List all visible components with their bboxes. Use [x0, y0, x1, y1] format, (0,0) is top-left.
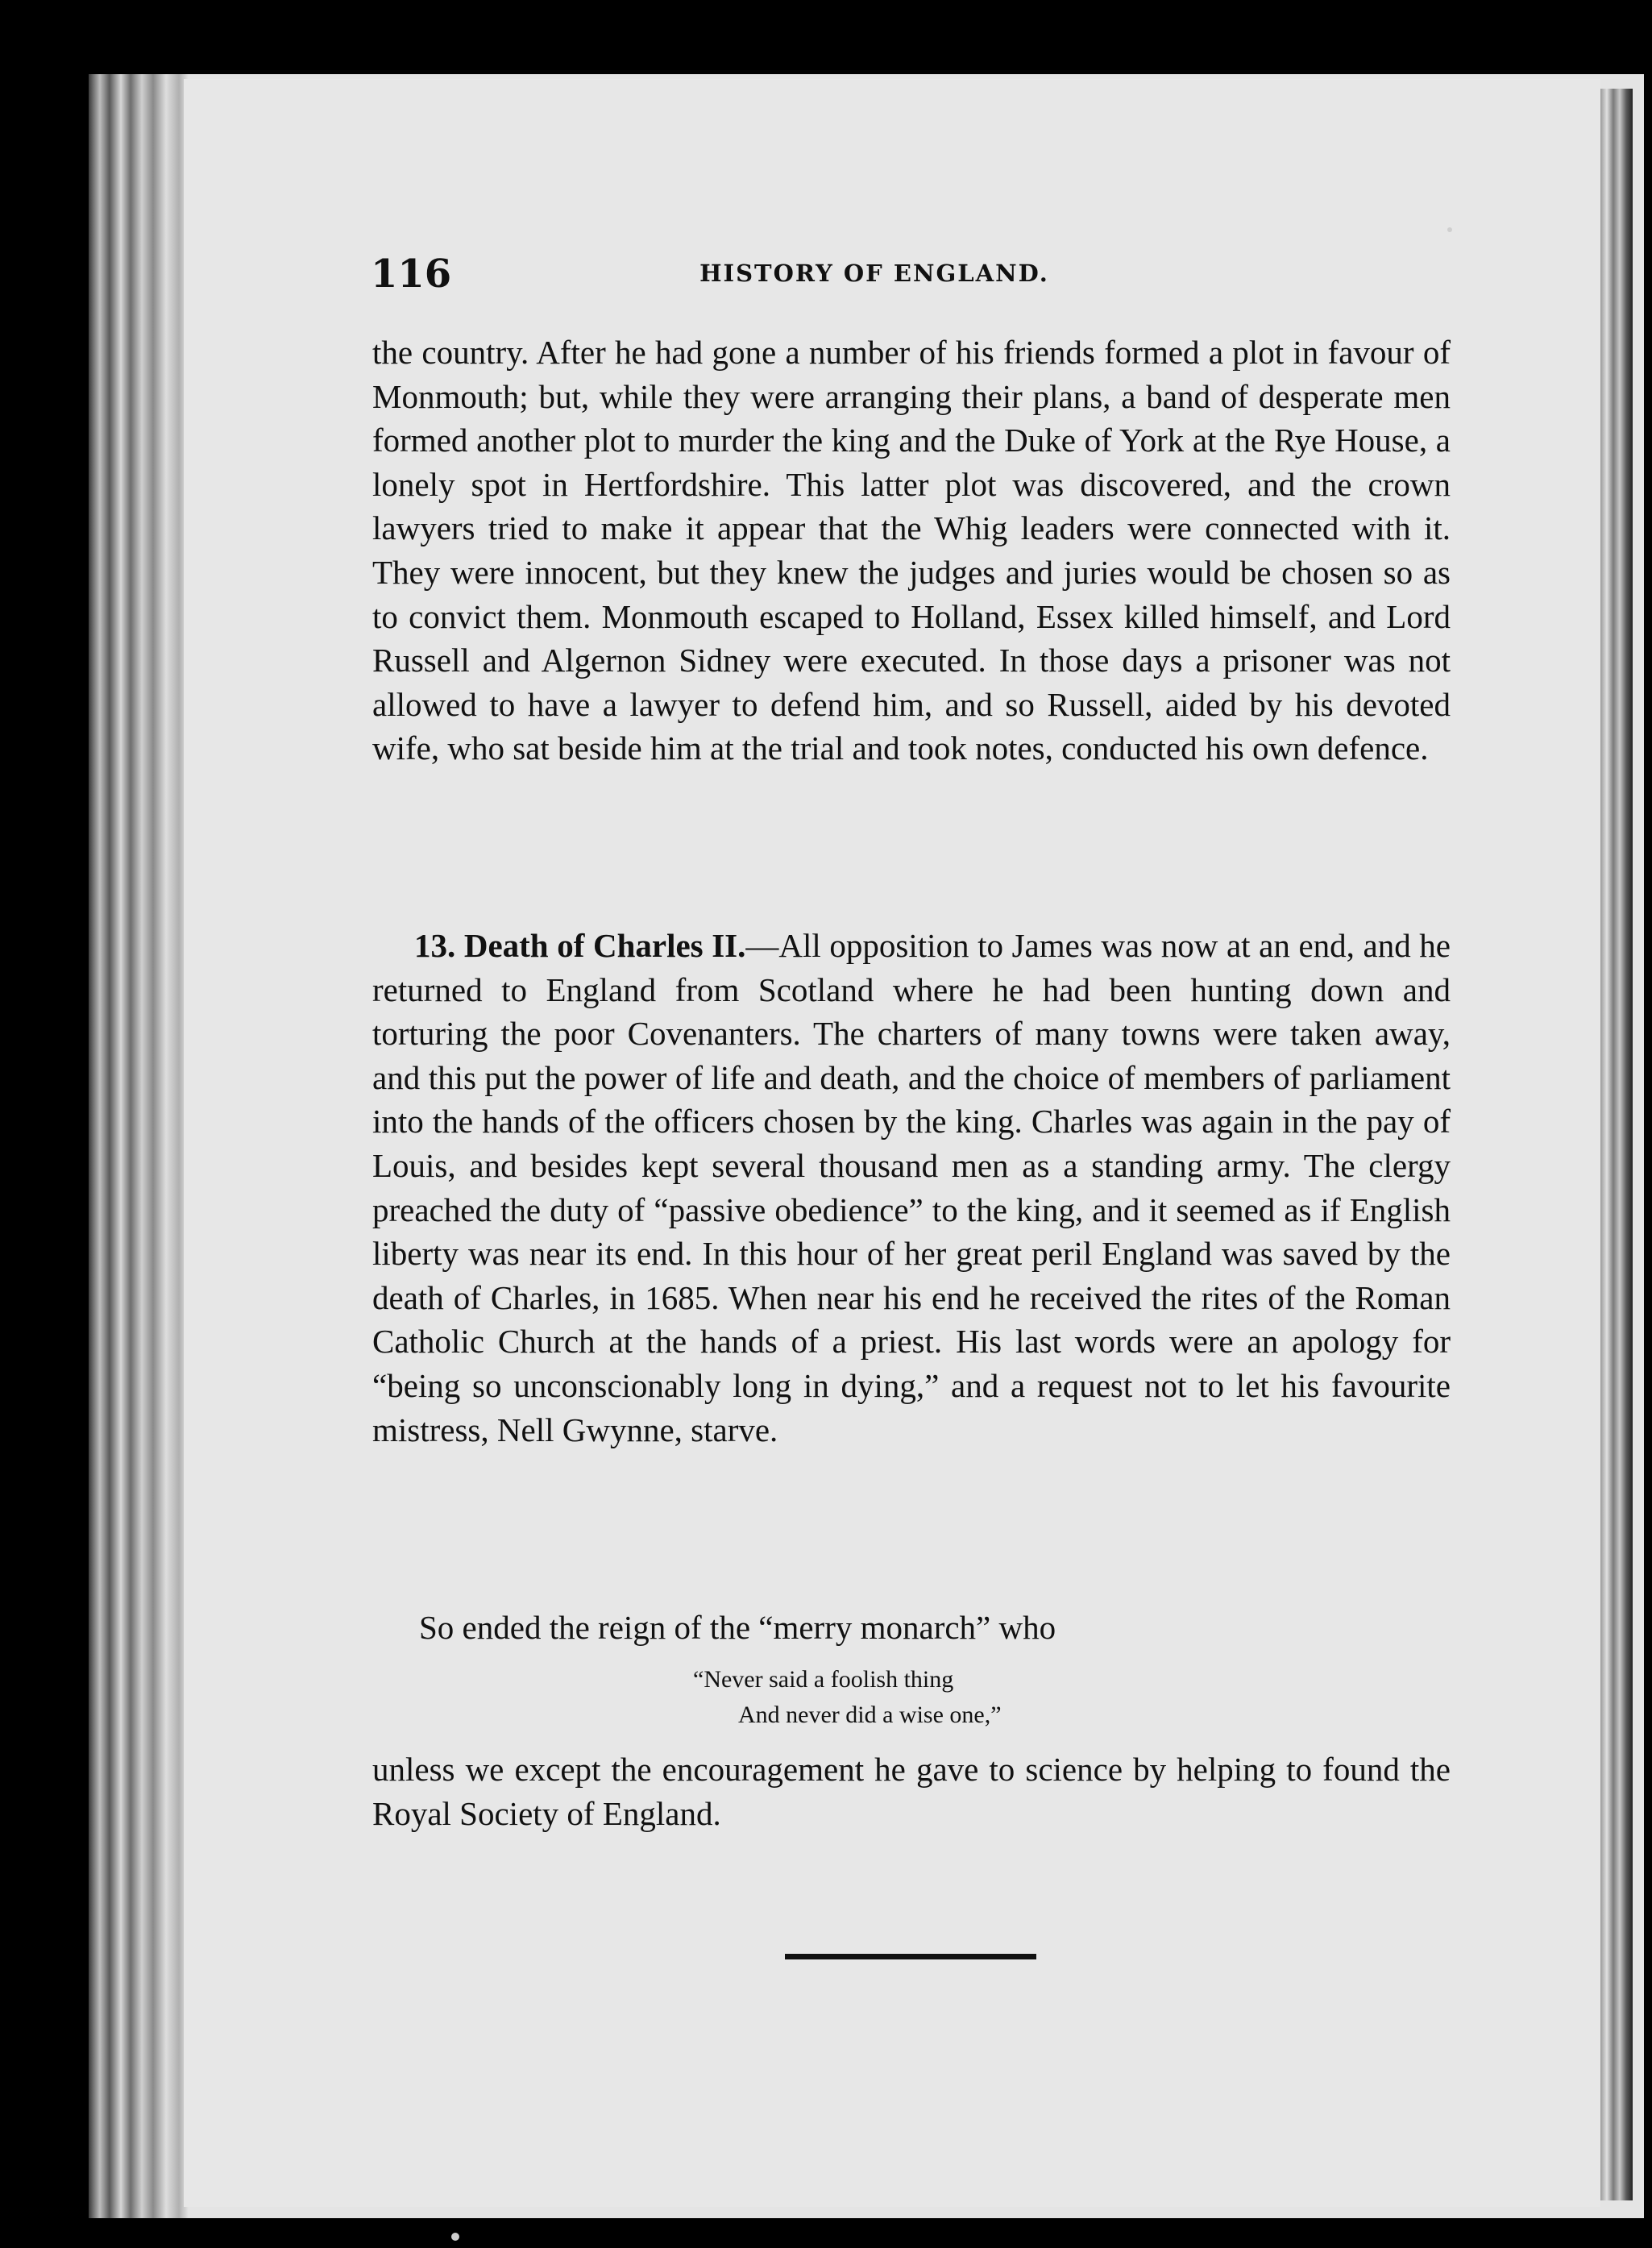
paragraph: unless we except the encouragement he gave to science by helping to found the Royal Society of England.	[372, 1751, 1451, 1832]
section-paragraph	[372, 924, 1451, 1452]
paragraph: So ended the reign of the “merry monarch” who	[419, 1609, 1056, 1646]
section-body: —All opposition to James was now at an end, and he returned to England from Scotland where he had been hunting down and torturing the poor Covenanters. The charters of many towns were taken away, and this put the power of life and death, and the choice of members of parliament into the hands of the officers chosen by the king. Charles was again in the pay of Louis, and besides kept several thousand men as a standing army. The clergy preached the duty of “passive obedience” to the king, and it seemed as if English liberty was near its end. In this hour of her great peril England was saved by the death of Charles, in 1685. When near his end he received the rites of the Roman Catholic Church at the hands of a priest. His last words were an apology for “being so unconscionably long in dying,” and a request not to let his favourite mistress, Nell Gwynne, starve.	[372, 927, 1451, 1448]
end-rule	[785, 1954, 1036, 1959]
verse-line: “Never said a foolish thing	[693, 1666, 954, 1693]
verse-quote	[693, 1662, 1002, 1733]
section-heading: 13. Death of Charles II.	[414, 927, 746, 964]
verse-line: And never did a wise one,”	[738, 1702, 1002, 1728]
right-page-edge	[1600, 89, 1633, 2200]
page-number: 116	[371, 251, 452, 297]
dust-speck	[1447, 227, 1452, 232]
running-head: HISTORY OF ENGLAND.	[699, 260, 1049, 287]
paragraph: the country. After he had gone a number of his friends formed a plot in favour of Monmouth; but, while they were arranging their plans, a band of desperate men formed another plot to murder the king and the Duke of York at the Rye House, a lonely spot in Hertfordshire. This latter plot was discovered, and the crown lawyers tried to make it appear that the Whig leaders were connected with it. They were innocent, but they knew the judges and juries would be chosen so as to convict them. Monmouth escaped to Holland, Essex killed himself, and Lord Russell and Algernon Sidney were executed. In those days a prisoner was not allowed to have a lawyer to defend him, and so Russell, aided by his devoted wife, who sat beside him at the trial and took notes, conducted his own defence.	[372, 334, 1451, 767]
dust-speck	[451, 2233, 459, 2241]
